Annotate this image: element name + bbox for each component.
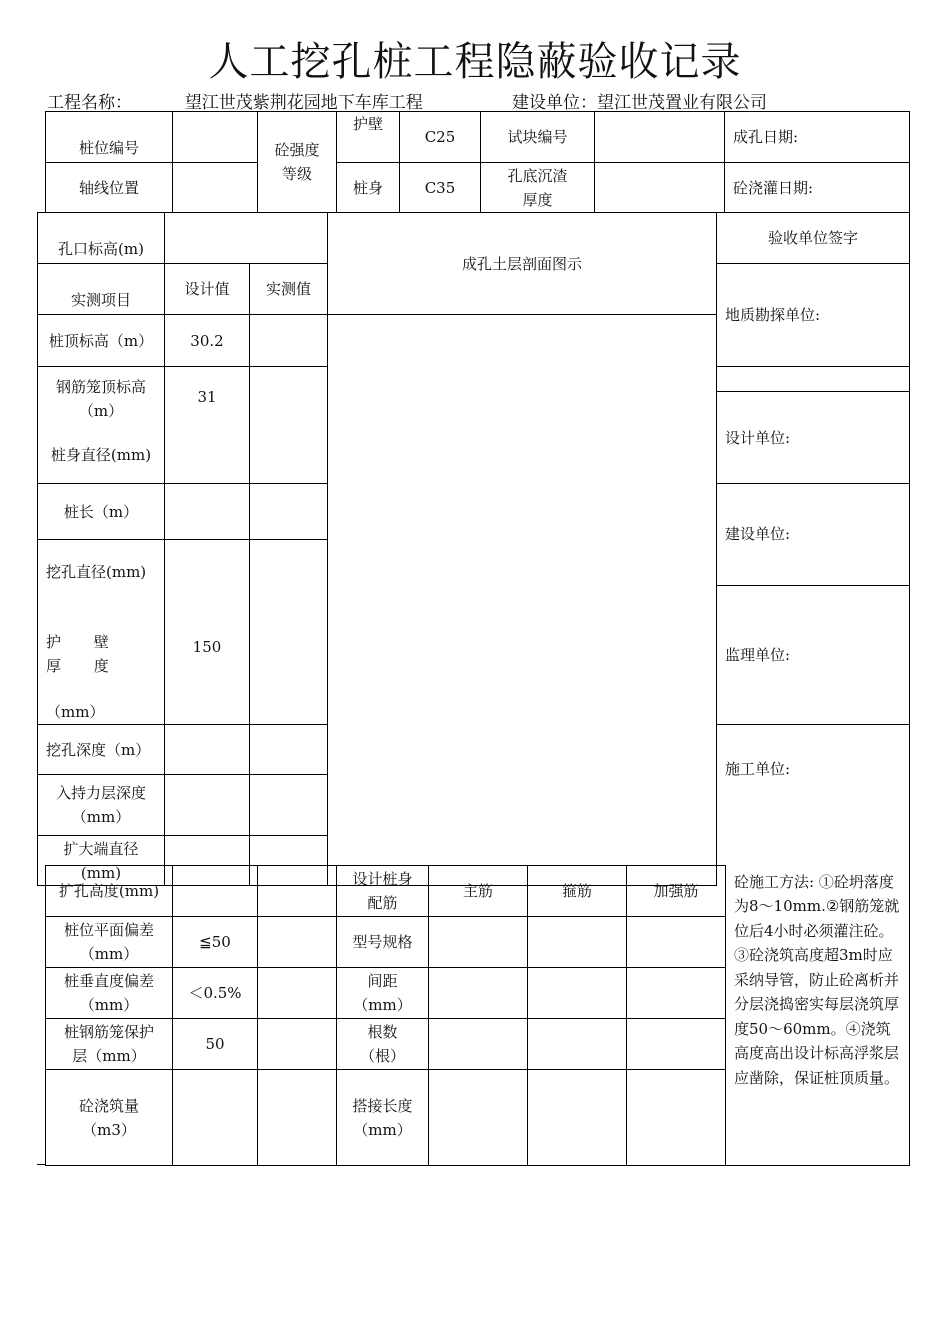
dig-dia-wall-label: 挖孔直径(mm) 护 壁 厚 度 （mm）: [38, 540, 165, 725]
actual-label: 实测值: [250, 264, 328, 315]
spec-main: [429, 917, 528, 968]
section-drawing-area: [328, 315, 717, 886]
dig-depth-actual: [250, 725, 328, 775]
wall-thk-design: 150: [165, 540, 250, 725]
wall-grade: C25: [400, 112, 481, 163]
geo-unit-end: [717, 367, 910, 392]
count-strengthen: [627, 1019, 726, 1070]
construction-method: 砼施工方法: ①砼坍落度为8～10mm.②钢筋笼就位后4小时必须灌注砼。③砼浇筑高度超3m时应采纳导管，防止砼离析并分层浇捣密实每层浇筑厚度50～60mm。④浇筑高度高出设计标高浮浆层应凿除，保证桩顶质量。: [726, 866, 910, 1166]
axis-value: [173, 163, 258, 213]
stirrup-label: 箍筋: [528, 866, 627, 917]
enlarge-height-design: [173, 866, 258, 917]
vert-dev-actual: [258, 968, 337, 1019]
construct-unit: 施工单位:: [717, 725, 910, 886]
lap-main: [429, 1070, 528, 1166]
sample-no-label: 试块编号: [481, 112, 595, 163]
cage-top-design: 31: [165, 367, 250, 484]
sediment-label: 孔底沉渣 厚度: [481, 163, 595, 213]
page-title: 人工挖孔桩工程隐蔽验收记录: [208, 39, 742, 85]
geo-unit: 地质勘探单位:: [717, 264, 910, 367]
cage-top-actual: [250, 367, 328, 484]
plane-dev-actual: [258, 917, 337, 968]
bearing-design: [165, 775, 250, 836]
lap-strengthen: [627, 1070, 726, 1166]
hole-elev-value: [165, 213, 328, 264]
count-main: [429, 1019, 528, 1070]
spec-stirrup: [528, 917, 627, 968]
pile-top-design: 30.2: [165, 315, 250, 367]
design-label: 设计值: [165, 264, 250, 315]
pile-no-value: [173, 112, 258, 163]
enlarge-height-actual: [258, 866, 337, 917]
strengthen-label: 加强筋: [627, 866, 726, 917]
builder-row: [512, 88, 767, 113]
cage-top-pile-dia-label: 钢筋笼顶标高 （m） 桩身直径(mm): [38, 367, 165, 484]
count-stirrup: [528, 1019, 627, 1070]
vert-dev-label: 桩垂直度偏差 （mm）: [46, 968, 173, 1019]
bottom-edge-line: [37, 1164, 46, 1165]
pile-no-label: 桩位编号: [46, 112, 173, 163]
spacing-label: 间距 （mm）: [337, 968, 429, 1019]
volume-label: 砼浇筑量 （m3）: [46, 1070, 173, 1166]
spacing-strengthen: [627, 968, 726, 1019]
dig-depth-label: 挖孔深度（m）: [38, 725, 165, 775]
spec-strengthen: [627, 917, 726, 968]
sediment-value: [595, 163, 725, 213]
builder-value: 望江世茂置业有限公司: [597, 93, 767, 113]
hole-elev-label: 孔口标高(m): [38, 213, 165, 264]
spacing-stirrup: [528, 968, 627, 1019]
builder-label: 建设单位：: [512, 93, 597, 113]
pour-date-label: 砼浇灌日期:: [725, 163, 910, 213]
volume-design: [173, 1070, 258, 1166]
vert-dev-value: ＜0.5%: [173, 968, 258, 1019]
bearing-label: 入持力层深度 （mm）: [38, 775, 165, 836]
section-title: 成孔土层剖面图示: [328, 213, 717, 315]
pile-len-label: 桩长（m）: [38, 484, 165, 540]
pile-top-actual: [250, 315, 328, 367]
spec-label: 型号规格: [337, 917, 429, 968]
volume-actual: [258, 1070, 337, 1166]
enlarge-height-label: 扩孔高度(mm): [46, 866, 173, 917]
enlarge-dia-label: 扩大端直径 (mm): [38, 836, 165, 886]
concrete-grade-label: 砼强度 等级: [258, 112, 337, 213]
bearing-actual: [250, 775, 328, 836]
rebar-table: [45, 865, 910, 1166]
count-label: 根数 （根）: [337, 1019, 429, 1070]
body-grade: C35: [400, 163, 481, 213]
project-name-row: [47, 88, 423, 113]
lap-stirrup: [528, 1070, 627, 1166]
plane-dev-value: ≦50: [173, 917, 258, 968]
spacing-main: [429, 968, 528, 1019]
project-name-value: 望江世茂紫荆花园地下车库工程: [184, 93, 423, 113]
pile-top-label: 桩顶标高（m）: [38, 315, 165, 367]
lap-label: 搭接长度 （mm）: [337, 1070, 429, 1166]
supervise-unit: 监理单位:: [717, 585, 910, 724]
cover-actual: [258, 1019, 337, 1070]
dig-depth-design: [165, 725, 250, 775]
pile-len-design: [165, 484, 250, 540]
header-table: [45, 111, 910, 213]
project-name-label: 工程名称：: [47, 93, 132, 113]
cover-value: 50: [173, 1019, 258, 1070]
build-unit: 建设单位:: [717, 484, 910, 586]
measured-item-label: 实测项目: [38, 264, 165, 315]
design-rebar-label: 设计桩身 配筋: [337, 866, 429, 917]
sample-no-value: [595, 112, 725, 163]
measurement-table: [37, 212, 910, 886]
cover-label: 桩钢筋笼保护 层（mm）: [46, 1019, 173, 1070]
pile-len-actual: [250, 484, 328, 540]
plane-dev-label: 桩位平面偏差 （mm）: [46, 917, 173, 968]
hole-date-label: 成孔日期:: [725, 112, 910, 163]
design-unit: 设计单位:: [717, 392, 910, 484]
dig-dia-actual: [250, 540, 328, 725]
main-rebar-label: 主筋: [429, 866, 528, 917]
sign-title: 验收单位签字: [717, 213, 910, 264]
axis-label: 轴线位置: [46, 163, 173, 213]
wall-label: 护壁: [337, 112, 400, 163]
body-label: 桩身: [337, 163, 400, 213]
